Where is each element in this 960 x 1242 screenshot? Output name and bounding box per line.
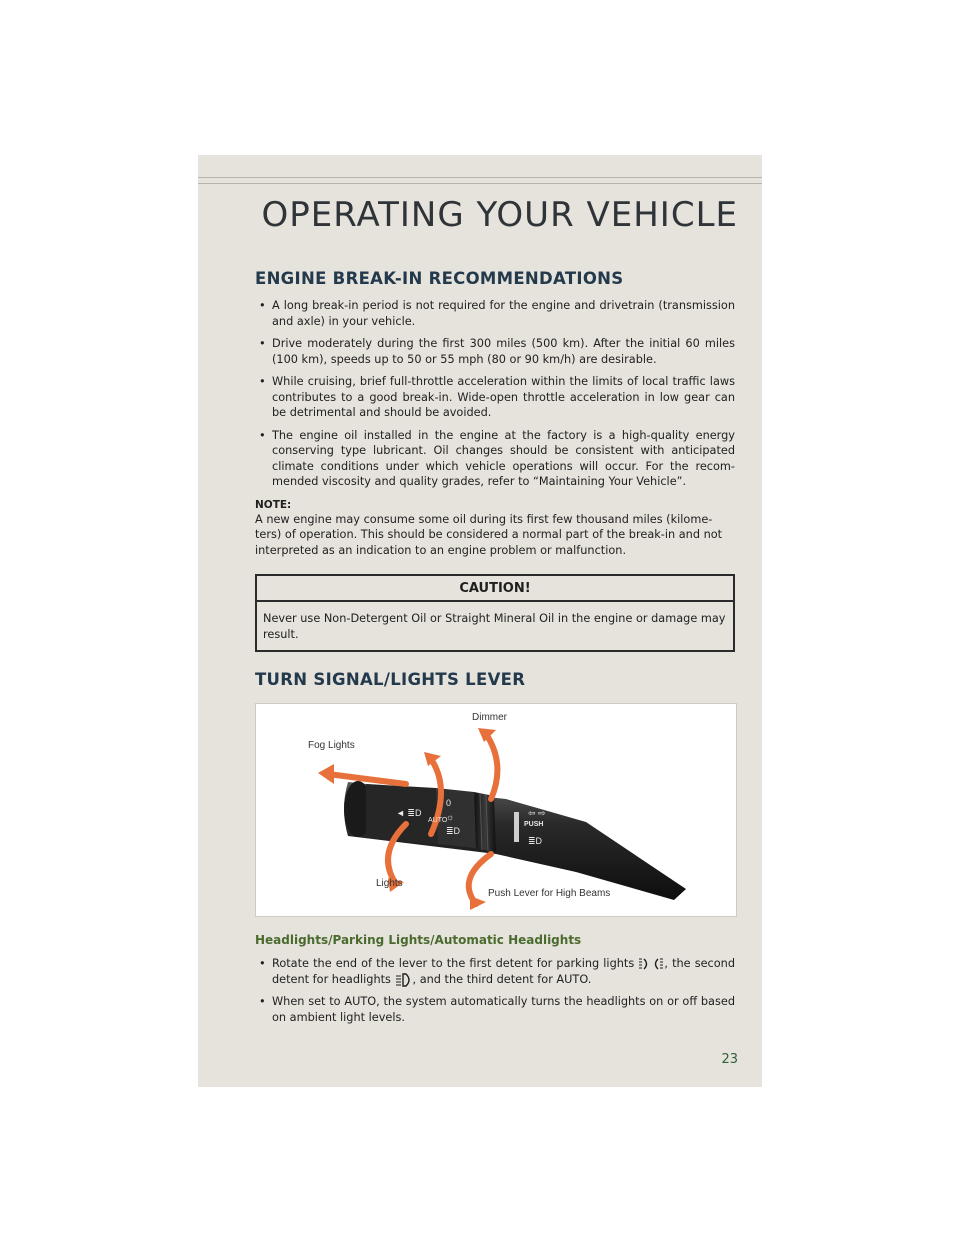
svg-text:◄ ≣D: ◄ ≣D [396, 808, 422, 818]
fog-lights-label: Fog Lights [308, 740, 355, 751]
lights-label: Lights [376, 878, 403, 889]
svg-text:0: 0 [446, 798, 452, 808]
turn-signal-title: TURN SIGNAL/LIGHTS LEVER [255, 670, 526, 689]
svg-text:☼: ☼ [446, 812, 455, 822]
headlights-subheading: Headlights/Parking Lights/Automatic Headlights [255, 933, 582, 947]
caution-box [255, 574, 735, 652]
auto-lever-marking: AUTO [428, 817, 448, 824]
caution-heading: CAUTION! [257, 576, 733, 602]
list-item: • While cruising, brief full-throttle acceleration within the limits of local traffic laws contributes to a good break-in. Wide-open throttle acceleration in low gear can be detrimental and should be avoided. [259, 375, 735, 419]
break-in-title: ENGINE BREAK-IN RECOMMENDATIONS [255, 269, 624, 288]
lever-figure [255, 703, 737, 917]
caution-text: Never use Non-Detergent Oil or Straight Mineral Oil in the engine or damage may result. [263, 612, 726, 641]
break-in-list [255, 298, 735, 490]
page-content [255, 269, 735, 1032]
list-item: • The engine oil installed in the engine at the factory is a high-quality energy conserving type lubricant. Oil changes should be consistent with anticipated climate conditions under which vehicle operations will occur. For the recom-mended viscosity and quality grades, refer to “Maintaining Your Vehicle”. [259, 428, 735, 488]
svg-text:≣D: ≣D [446, 826, 461, 836]
svg-text:≣D: ≣D [528, 836, 543, 846]
svg-text:⇦ ⇨: ⇦ ⇨ [528, 808, 546, 818]
list-item: • A long break-in period is not required for the engine and drivetrain (transmission and axle) in your vehicle. [259, 299, 735, 328]
parking-lights-icon [638, 957, 664, 971]
headlights-icon [395, 973, 413, 987]
header-rule-bottom [198, 183, 762, 184]
headlights-list [255, 956, 735, 1025]
note-text: A new engine may consume some oil during its first few thousand miles (kilome-ters) of operation. This should be considered a normal part of the break-in and not interpreted as an indication to an engine problem or malfunction. [255, 512, 723, 557]
lever-illustration [256, 704, 736, 916]
push-lever-marking: PUSH [524, 821, 544, 828]
list-item: • Drive moderately during the first 300 miles (500 km). After the initial 60 miles (100 km), speeds up to 50 or 55 mph (80 or 90 km/h) are desirable. [259, 337, 735, 366]
list-item: • Rotate the end of the lever to the first detent for parking lights , the second detent for headlights , and the third detent for AUTO. [259, 957, 736, 986]
manual-page [198, 155, 762, 1087]
header-rule-top [198, 177, 762, 178]
fog-direction-arrow [328, 774, 406, 784]
dimmer-label: Dimmer [472, 712, 507, 723]
section-title: OPERATING YOUR VEHICLE [261, 195, 738, 235]
page-number: 23 [721, 1052, 738, 1067]
note-label: NOTE: [255, 498, 292, 511]
dimmer-arrow [486, 734, 497, 799]
list-item: • When set to AUTO, the system automatically turns the headlights on or off based on ambient light levels. [259, 995, 735, 1024]
push-lever-label: Push Lever for High Beams [488, 888, 611, 899]
